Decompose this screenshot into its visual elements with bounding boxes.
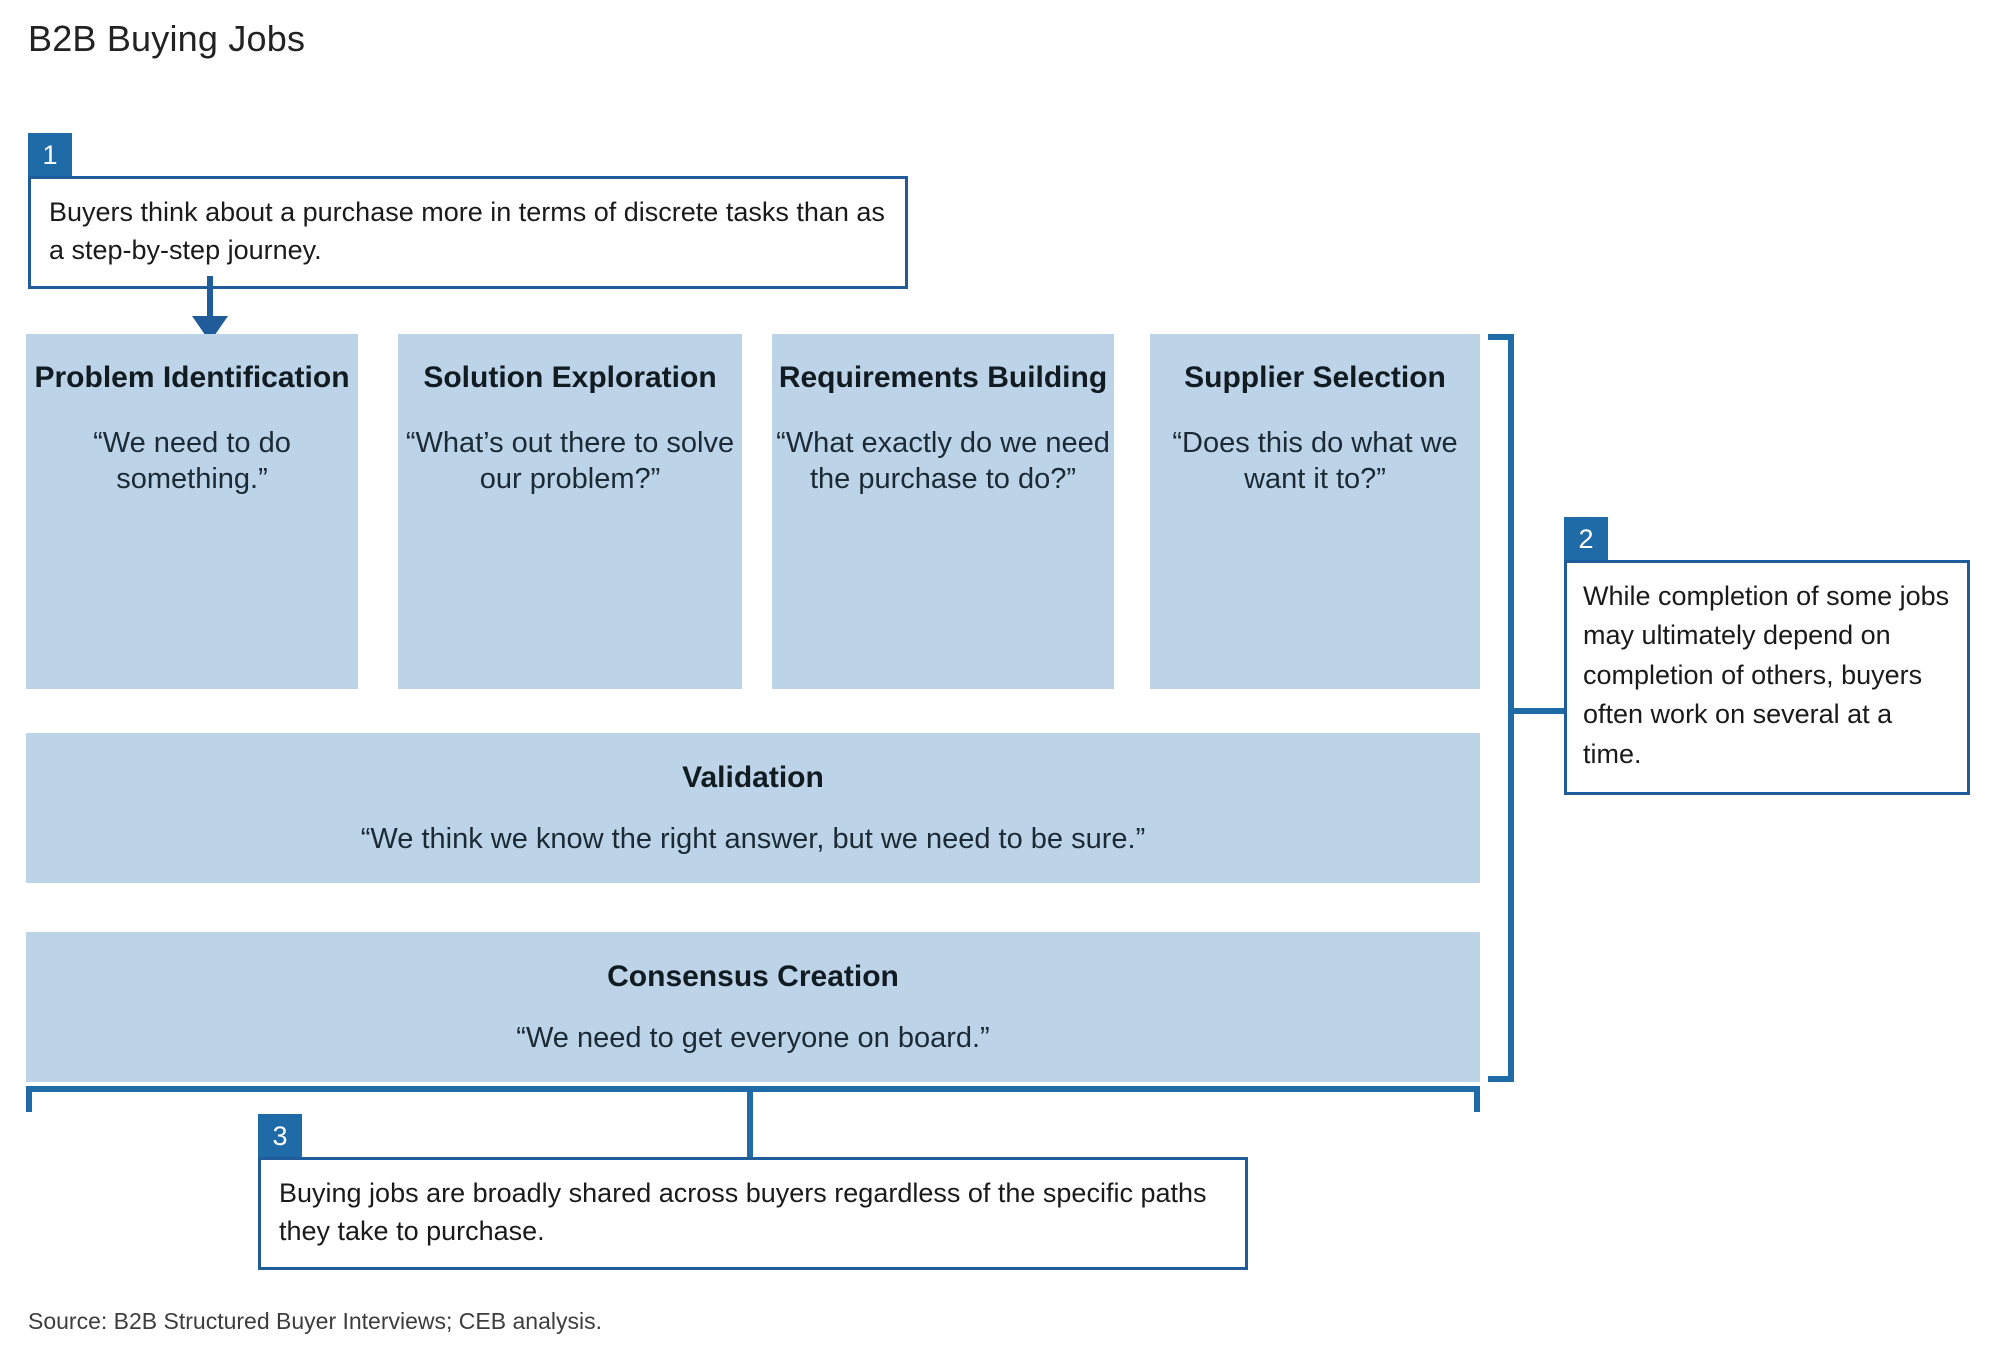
job-box-consensus-creation [26, 932, 1480, 1082]
job-box-requirements-building [772, 334, 1114, 689]
job-box-supplier-selection [1150, 334, 1480, 689]
job-box-solution-exploration [398, 334, 742, 689]
callout-badge-2: 2 [1564, 517, 1608, 561]
job-title: Consensus Creation [607, 960, 899, 993]
job-box-problem-identification [26, 334, 358, 689]
bottom-bracket-left-tick [26, 1086, 32, 1112]
page-title: B2B Buying Jobs [28, 18, 306, 59]
job-quote: “We need to get everyone on board.” [516, 1022, 990, 1054]
bottom-bracket-horizontal [26, 1086, 1480, 1092]
bottom-bracket-connector [747, 1086, 753, 1166]
source-note: Source: B2B Structured Buyer Interviews; CEB analysis. [28, 1308, 602, 1334]
callout-box-1: Buyers think about a purchase more in terms of discrete tasks than as a step-by-step journey. [28, 176, 908, 289]
right-bracket-top-tick [1488, 334, 1514, 340]
job-quote: “What’s out there to solve our problem?” [405, 426, 735, 496]
callout-badge-3: 3 [258, 1114, 302, 1158]
job-quote: “Does this do what we want it to?” [1172, 426, 1458, 496]
job-title: Requirements Building [778, 361, 1108, 394]
job-quote: “What exactly do we need the purchase to do?” [776, 426, 1110, 496]
job-title: Supplier Selection [1184, 361, 1446, 394]
callout-box-2: While completion of some jobs may ultimately depend on completion of others, buyers often work on several at a time. [1564, 560, 1970, 795]
bottom-bracket-right-tick [1474, 1086, 1480, 1112]
job-quote: “We think we know the right answer, but we need to be sure.” [360, 823, 1146, 855]
job-box-validation [26, 733, 1480, 883]
callout-badge-1: 1 [28, 133, 72, 177]
job-title: Validation [682, 761, 824, 794]
callout-box-3: Buying jobs are broadly shared across buyers regardless of the specific paths they take to purchase. [258, 1157, 1248, 1270]
job-quote: “We need to do something.” [93, 426, 291, 496]
job-title: Solution Exploration [423, 361, 717, 394]
right-bracket-connector [1508, 708, 1566, 714]
right-bracket-bottom-tick [1488, 1076, 1514, 1082]
job-title: Problem Identification [34, 361, 350, 394]
